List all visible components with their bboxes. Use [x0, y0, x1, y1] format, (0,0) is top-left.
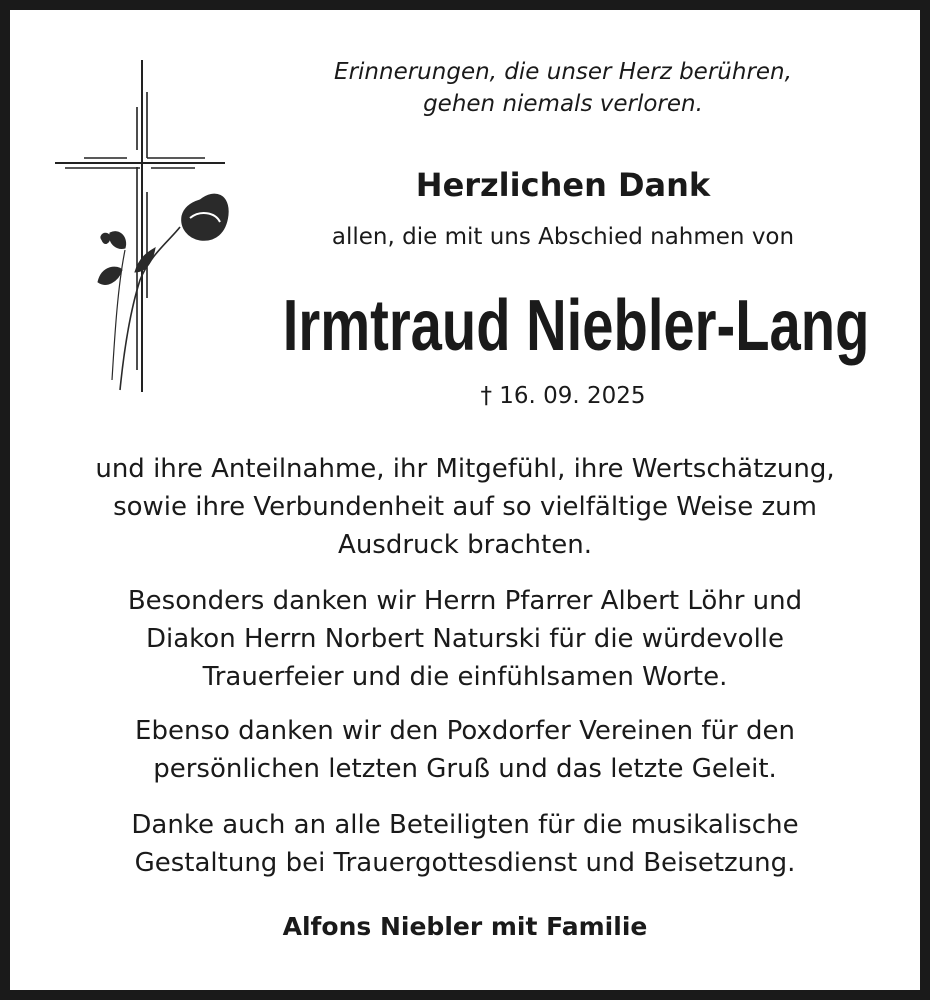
motto-line: Erinnerungen, die unser Herz berühren, — [334, 59, 792, 85]
heading: Herzlichen Dank — [415, 166, 711, 204]
motto — [280, 56, 846, 120]
death-date: † 16. 09. 2025 — [480, 383, 646, 409]
paragraph — [20, 806, 910, 882]
deceased-name-text: Irmtraud Niebler-Lang — [282, 286, 870, 366]
paragraph-line: Gestaltung bei Trauergottesdienst und Beisetzung. — [134, 848, 796, 878]
paragraph — [20, 582, 910, 696]
paragraph — [20, 450, 910, 564]
paragraph-line: Ausdruck brachten. — [338, 530, 592, 560]
paragraph-line: und ihre Anteilnahme, ihr Mitgefühl, ihre Wertschätzung, — [95, 454, 835, 484]
paragraph-line: Ebenso danken wir den Poxdorfer Vereinen für den — [135, 716, 795, 746]
paragraph-line: Trauerfeier und die einfühlsamen Worte. — [202, 662, 728, 692]
paragraph — [20, 712, 910, 788]
deceased-name — [200, 288, 926, 364]
paragraph-line: Besonders danken wir Herrn Pfarrer Albert Löhr und — [127, 586, 803, 616]
signature: Alfons Niebler mit Familie — [282, 912, 648, 941]
motto-line: gehen niemals verloren. — [423, 91, 703, 117]
intro-text: allen, die mit uns Abschied nahmen von — [331, 224, 795, 250]
paragraph-line: persönlichen letzten Gruß und das letzte Geleit. — [153, 754, 777, 784]
paragraph-line: Diakon Herrn Norbert Naturski für die würdevolle — [145, 624, 785, 654]
paragraph-line: sowie ihre Verbundenheit auf so vielfältige Weise zum — [113, 492, 817, 522]
paragraph-line: Danke auch an alle Beteiligten für die musikalische — [131, 810, 799, 840]
